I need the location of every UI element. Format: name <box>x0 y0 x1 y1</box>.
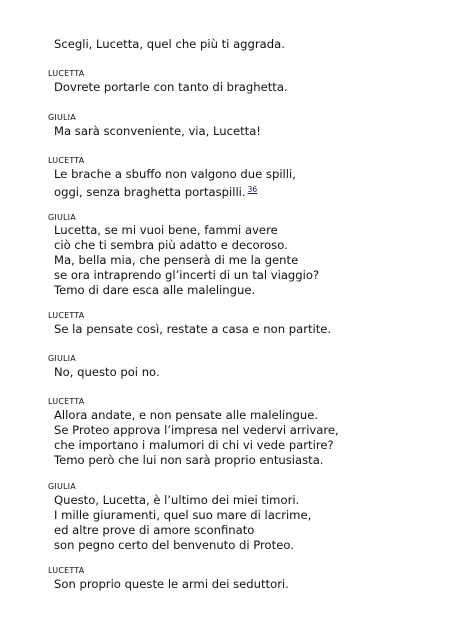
dialogue-line: se ora intraprendo gl’incerti di un tal viaggio? <box>54 268 320 282</box>
dialogue-line: Se la pensate così, restate a casa e non partite. <box>54 322 332 336</box>
dialogue-line: Dovrete portarle con tanto di braghetta. <box>54 80 288 94</box>
dialogue-line: Le brache a sbuffo non valgono due spilli, <box>54 167 296 181</box>
dialogue-line: Son proprio queste le armi dei seduttori. <box>54 577 289 591</box>
speaker-name: GIULIA <box>48 482 76 491</box>
dialogue-line <box>54 182 257 200</box>
dialogue-line: Lucetta, se mi vuoi bene, fammi avere <box>54 223 278 237</box>
dialogue-line: Temo però che lui non sarà proprio entusiasta. <box>54 453 324 467</box>
dialogue-line: I mille giuramenti, quel suo mare di lacrime, <box>54 508 312 522</box>
speaker-name: LUCETTA <box>48 397 85 406</box>
dialogue-line: che importano i malumori di chi vi vede partire? <box>54 438 334 452</box>
dialogue-line: ciò che ti sembra più adatto e decoroso. <box>54 238 288 252</box>
dialogue-line: Se Proteo approva l’impresa nel vedervi arrivare, <box>54 423 339 437</box>
dialogue-line: Scegli, Lucetta, quel che più ti aggrada. <box>54 37 285 51</box>
dialogue-line: Questo, Lucetta, è l’ultimo dei miei timori. <box>54 493 300 507</box>
dialogue-line: son pegno certo del benvenuto di Proteo. <box>54 538 294 552</box>
speaker-name: LUCETTA <box>48 566 85 575</box>
dialogue-line: Ma, bella mia, che penserà di me la gente <box>54 253 299 267</box>
speaker-name: GIULIA <box>48 213 76 222</box>
speaker-name: LUCETTA <box>48 69 85 78</box>
speaker-name: GIULIA <box>48 113 76 122</box>
dialogue-line: ed altre prove di amore sconfinato <box>54 523 255 537</box>
dialogue-line: Allora andate, e non pensate alle malelingue. <box>54 408 319 422</box>
dialogue-line-text: oggi, senza braghetta portaspilli. <box>54 185 246 199</box>
dialogue-line: No, questo poi no. <box>54 365 160 379</box>
dialogue-line: Temo di dare esca alle malelingue. <box>54 283 256 297</box>
footnote-reference[interactable]: 36 <box>247 185 258 194</box>
speaker-name: GIULIA <box>48 354 76 363</box>
speaker-name: LUCETTA <box>48 156 85 165</box>
dialogue-line: Ma sarà sconveniente, via, Lucetta! <box>54 124 261 138</box>
speaker-name: LUCETTA <box>48 311 85 320</box>
